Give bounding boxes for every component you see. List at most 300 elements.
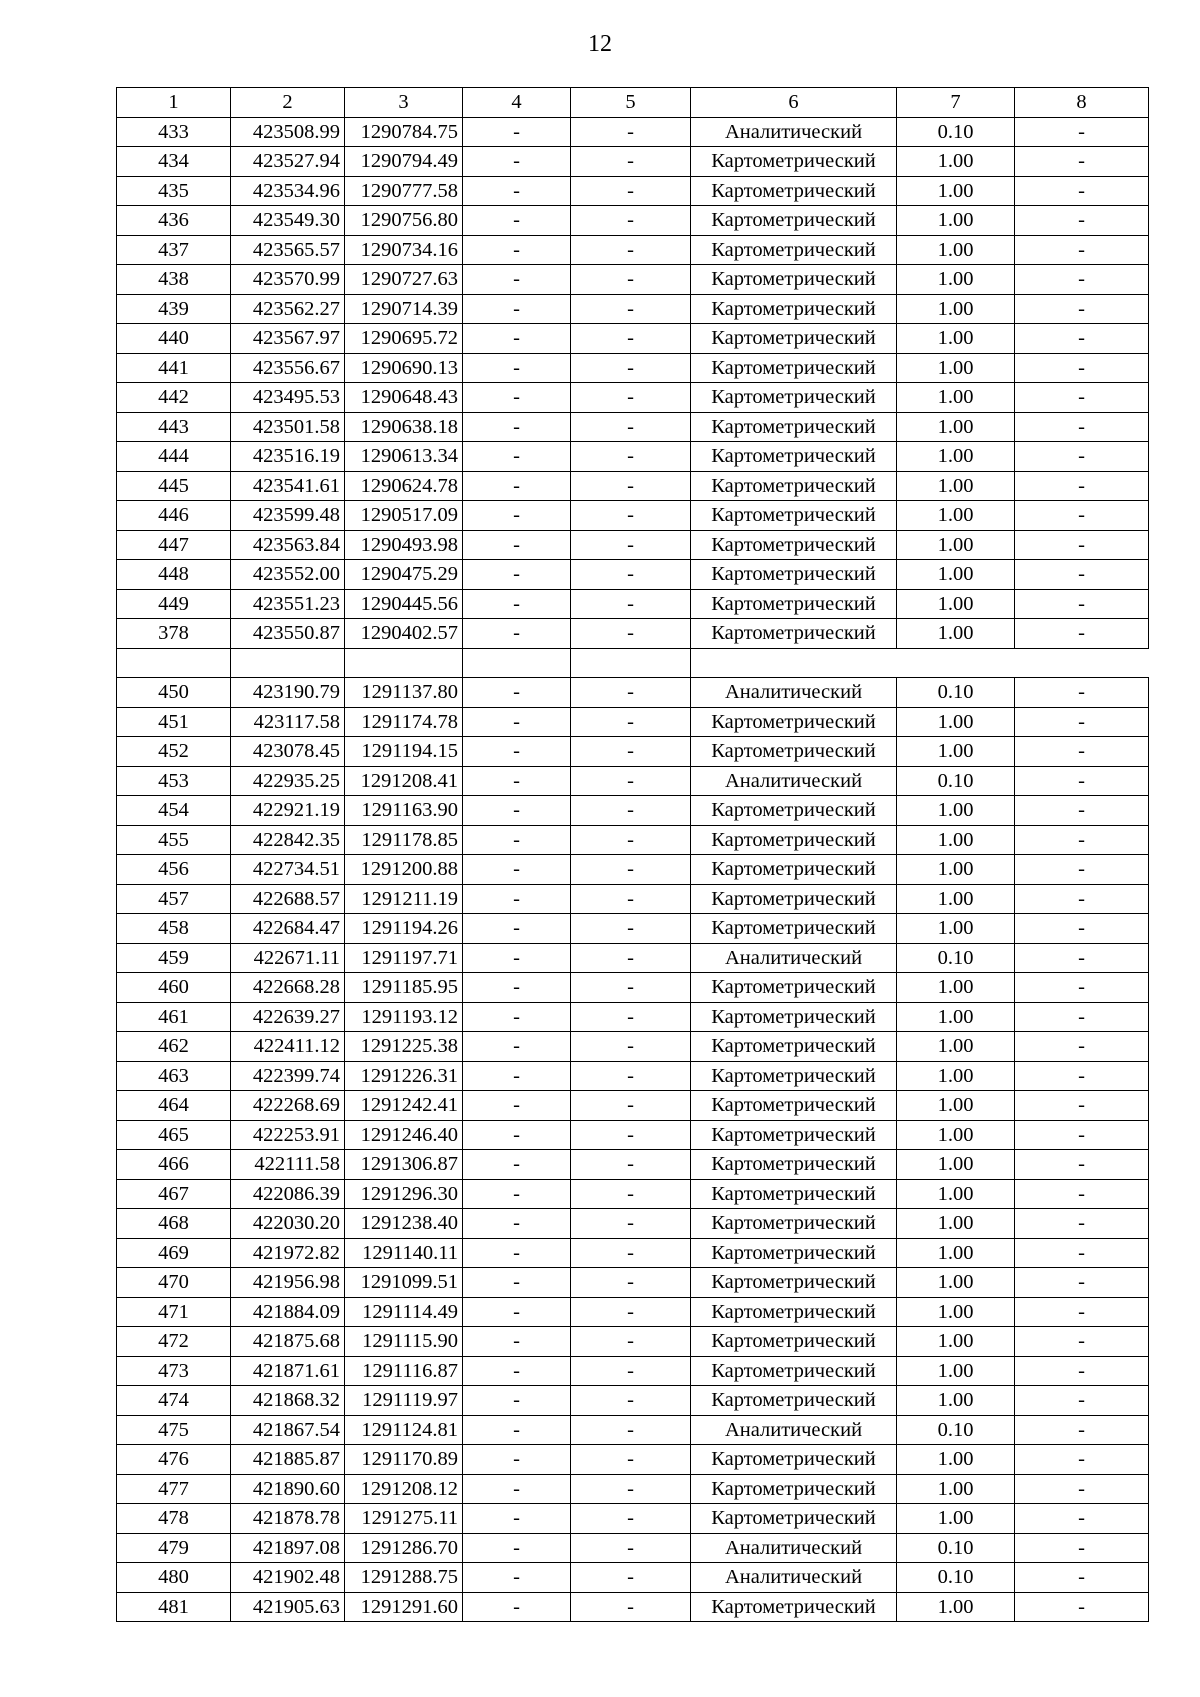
y-coordinate-cell: 1290777.58 <box>345 176 463 206</box>
accuracy-cell: 1.00 <box>897 442 1015 472</box>
accuracy-cell: 1.00 <box>897 796 1015 826</box>
col-8-cell: - <box>1015 235 1149 265</box>
method-cell: Картометрический <box>691 796 897 826</box>
point-number-cell: 442 <box>117 383 231 413</box>
accuracy-cell: 1.00 <box>897 1474 1015 1504</box>
accuracy-cell: 1.00 <box>897 1386 1015 1416</box>
table-row <box>117 678 1149 708</box>
point-number-cell: 441 <box>117 353 231 383</box>
col-8-cell: - <box>1015 766 1149 796</box>
point-number-cell: 462 <box>117 1032 231 1062</box>
separator-row <box>117 648 1149 678</box>
col-4-cell: - <box>463 1504 571 1534</box>
method-cell: Картометрический <box>691 265 897 295</box>
table-row <box>117 1504 1149 1534</box>
col-5-cell: - <box>571 147 691 177</box>
table-row <box>117 412 1149 442</box>
col-8-cell: - <box>1015 1415 1149 1445</box>
y-coordinate-cell: 1291225.38 <box>345 1032 463 1062</box>
x-coordinate-cell: 422411.12 <box>231 1032 345 1062</box>
y-coordinate-cell: 1291170.89 <box>345 1445 463 1475</box>
col-8-cell: - <box>1015 1268 1149 1298</box>
col-8-cell: - <box>1015 412 1149 442</box>
col-4-cell: - <box>463 1002 571 1032</box>
column-header: 2 <box>231 88 345 118</box>
col-4-cell: - <box>463 1238 571 1268</box>
col-5-cell: - <box>571 1091 691 1121</box>
point-number-cell: 461 <box>117 1002 231 1032</box>
point-number-cell: 468 <box>117 1209 231 1239</box>
x-coordinate-cell: 421875.68 <box>231 1327 345 1357</box>
y-coordinate-cell: 1291242.41 <box>345 1091 463 1121</box>
col-8-cell: - <box>1015 471 1149 501</box>
y-coordinate-cell: 1290794.49 <box>345 147 463 177</box>
col-8-cell: - <box>1015 294 1149 324</box>
accuracy-cell: 0.10 <box>897 766 1015 796</box>
x-coordinate-cell: 423549.30 <box>231 206 345 236</box>
col-8-cell: - <box>1015 147 1149 177</box>
x-coordinate-cell: 423570.99 <box>231 265 345 295</box>
x-coordinate-cell: 423550.87 <box>231 619 345 649</box>
col-8-cell: - <box>1015 1445 1149 1475</box>
table-row <box>117 1032 1149 1062</box>
point-number-cell: 460 <box>117 973 231 1003</box>
table-row <box>117 1327 1149 1357</box>
table-row <box>117 589 1149 619</box>
method-cell: Картометрический <box>691 235 897 265</box>
method-cell: Картометрический <box>691 1061 897 1091</box>
x-coordinate-cell: 421885.87 <box>231 1445 345 1475</box>
method-cell: Картометрический <box>691 530 897 560</box>
x-coordinate-cell: 421897.08 <box>231 1533 345 1563</box>
accuracy-cell: 1.00 <box>897 1179 1015 1209</box>
x-coordinate-cell: 423541.61 <box>231 471 345 501</box>
method-cell: Аналитический <box>691 1563 897 1593</box>
table-row <box>117 117 1149 147</box>
col-8-cell: - <box>1015 855 1149 885</box>
method-cell: Картометрический <box>691 1002 897 1032</box>
method-cell: Картометрический <box>691 619 897 649</box>
col-8-cell: - <box>1015 1032 1149 1062</box>
accuracy-cell: 1.00 <box>897 1297 1015 1327</box>
method-cell: Картометрический <box>691 147 897 177</box>
y-coordinate-cell: 1291185.95 <box>345 973 463 1003</box>
method-cell: Картометрический <box>691 294 897 324</box>
point-number-cell: 446 <box>117 501 231 531</box>
accuracy-cell: 1.00 <box>897 501 1015 531</box>
col-5-cell: - <box>571 855 691 885</box>
empty-cell <box>231 648 345 678</box>
col-4-cell: - <box>463 914 571 944</box>
y-coordinate-cell: 1291208.12 <box>345 1474 463 1504</box>
col-4-cell: - <box>463 147 571 177</box>
y-coordinate-cell: 1290445.56 <box>345 589 463 619</box>
col-8-cell: - <box>1015 737 1149 767</box>
empty-cell <box>691 648 1149 678</box>
y-coordinate-cell: 1291197.71 <box>345 943 463 973</box>
col-8-cell: - <box>1015 914 1149 944</box>
method-cell: Картометрический <box>691 1209 897 1239</box>
accuracy-cell: 1.00 <box>897 1238 1015 1268</box>
col-5-cell: - <box>571 206 691 236</box>
point-number-cell: 455 <box>117 825 231 855</box>
table-row <box>117 825 1149 855</box>
x-coordinate-cell: 423495.53 <box>231 383 345 413</box>
col-8-cell: - <box>1015 1327 1149 1357</box>
col-5-cell: - <box>571 619 691 649</box>
point-number-cell: 435 <box>117 176 231 206</box>
point-number-cell: 436 <box>117 206 231 236</box>
point-number-cell: 458 <box>117 914 231 944</box>
col-8-cell: - <box>1015 1504 1149 1534</box>
col-5-cell: - <box>571 176 691 206</box>
method-cell: Картометрический <box>691 176 897 206</box>
col-5-cell: - <box>571 1356 691 1386</box>
method-cell: Аналитический <box>691 766 897 796</box>
col-5-cell: - <box>571 1386 691 1416</box>
y-coordinate-cell: 1291119.97 <box>345 1386 463 1416</box>
col-8-cell: - <box>1015 619 1149 649</box>
accuracy-cell: 1.00 <box>897 412 1015 442</box>
col-4-cell: - <box>463 235 571 265</box>
x-coordinate-cell: 421871.61 <box>231 1356 345 1386</box>
col-4-cell: - <box>463 206 571 236</box>
col-4-cell: - <box>463 796 571 826</box>
column-header: 5 <box>571 88 691 118</box>
method-cell: Картометрический <box>691 324 897 354</box>
x-coordinate-cell: 421956.98 <box>231 1268 345 1298</box>
column-header: 6 <box>691 88 897 118</box>
method-cell: Картометрический <box>691 1091 897 1121</box>
y-coordinate-cell: 1290714.39 <box>345 294 463 324</box>
x-coordinate-cell: 422399.74 <box>231 1061 345 1091</box>
y-coordinate-cell: 1291275.11 <box>345 1504 463 1534</box>
table-row <box>117 1563 1149 1593</box>
col-5-cell: - <box>571 471 691 501</box>
col-5-cell: - <box>571 1297 691 1327</box>
col-5-cell: - <box>571 766 691 796</box>
col-4-cell: - <box>463 737 571 767</box>
accuracy-cell: 1.00 <box>897 884 1015 914</box>
point-number-cell: 464 <box>117 1091 231 1121</box>
method-cell: Аналитический <box>691 678 897 708</box>
x-coordinate-cell: 422842.35 <box>231 825 345 855</box>
x-coordinate-cell: 423190.79 <box>231 678 345 708</box>
col-8-cell: - <box>1015 973 1149 1003</box>
y-coordinate-cell: 1290517.09 <box>345 501 463 531</box>
col-8-cell: - <box>1015 589 1149 619</box>
col-5-cell: - <box>571 324 691 354</box>
col-8-cell: - <box>1015 176 1149 206</box>
x-coordinate-cell: 422111.58 <box>231 1150 345 1180</box>
method-cell: Картометрический <box>691 1120 897 1150</box>
table-row <box>117 1415 1149 1445</box>
table-row <box>117 1474 1149 1504</box>
col-8-cell: - <box>1015 353 1149 383</box>
col-8-cell: - <box>1015 324 1149 354</box>
x-coordinate-cell: 421867.54 <box>231 1415 345 1445</box>
accuracy-cell: 1.00 <box>897 294 1015 324</box>
col-8-cell: - <box>1015 1533 1149 1563</box>
col-4-cell: - <box>463 589 571 619</box>
table-row <box>117 353 1149 383</box>
method-cell: Картометрический <box>691 973 897 1003</box>
accuracy-cell: 1.00 <box>897 1150 1015 1180</box>
x-coordinate-cell: 422734.51 <box>231 855 345 885</box>
column-header: 4 <box>463 88 571 118</box>
y-coordinate-cell: 1291226.31 <box>345 1061 463 1091</box>
table-row <box>117 560 1149 590</box>
method-cell: Картометрический <box>691 501 897 531</box>
point-number-cell: 443 <box>117 412 231 442</box>
method-cell: Картометрический <box>691 1268 897 1298</box>
method-cell: Картометрический <box>691 1474 897 1504</box>
y-coordinate-cell: 1290756.80 <box>345 206 463 236</box>
empty-cell <box>463 648 571 678</box>
method-cell: Картометрический <box>691 1592 897 1622</box>
col-8-cell: - <box>1015 1563 1149 1593</box>
point-number-cell: 476 <box>117 1445 231 1475</box>
accuracy-cell: 1.00 <box>897 265 1015 295</box>
accuracy-cell: 1.00 <box>897 737 1015 767</box>
point-number-cell: 450 <box>117 678 231 708</box>
x-coordinate-cell: 422668.28 <box>231 973 345 1003</box>
x-coordinate-cell: 421868.32 <box>231 1386 345 1416</box>
col-8-cell: - <box>1015 678 1149 708</box>
column-header: 8 <box>1015 88 1149 118</box>
table-row <box>117 796 1149 826</box>
y-coordinate-cell: 1291291.60 <box>345 1592 463 1622</box>
table-row <box>117 884 1149 914</box>
col-5-cell: - <box>571 678 691 708</box>
x-coordinate-cell: 423501.58 <box>231 412 345 442</box>
table-row <box>117 471 1149 501</box>
col-4-cell: - <box>463 1120 571 1150</box>
col-4-cell: - <box>463 707 571 737</box>
col-5-cell: - <box>571 1415 691 1445</box>
y-coordinate-cell: 1291163.90 <box>345 796 463 826</box>
method-cell: Картометрический <box>691 412 897 442</box>
method-cell: Картометрический <box>691 1356 897 1386</box>
x-coordinate-cell: 423599.48 <box>231 501 345 531</box>
method-cell: Картометрический <box>691 1327 897 1357</box>
col-8-cell: - <box>1015 1150 1149 1180</box>
col-8-cell: - <box>1015 117 1149 147</box>
col-5-cell: - <box>571 117 691 147</box>
method-cell: Картометрический <box>691 737 897 767</box>
col-8-cell: - <box>1015 796 1149 826</box>
col-8-cell: - <box>1015 707 1149 737</box>
point-number-cell: 478 <box>117 1504 231 1534</box>
x-coordinate-cell: 423508.99 <box>231 117 345 147</box>
point-number-cell: 471 <box>117 1297 231 1327</box>
x-coordinate-cell: 423552.00 <box>231 560 345 590</box>
y-coordinate-cell: 1291124.81 <box>345 1415 463 1445</box>
col-5-cell: - <box>571 294 691 324</box>
col-4-cell: - <box>463 353 571 383</box>
x-coordinate-cell: 423527.94 <box>231 147 345 177</box>
point-number-cell: 444 <box>117 442 231 472</box>
table-row <box>117 1091 1149 1121</box>
method-cell: Картометрический <box>691 1150 897 1180</box>
x-coordinate-cell: 423565.57 <box>231 235 345 265</box>
method-cell: Картометрический <box>691 1445 897 1475</box>
point-number-cell: 448 <box>117 560 231 590</box>
x-coordinate-cell: 422030.20 <box>231 1209 345 1239</box>
col-4-cell: - <box>463 1150 571 1180</box>
table-row <box>117 206 1149 236</box>
y-coordinate-cell: 1290648.43 <box>345 383 463 413</box>
col-5-cell: - <box>571 1445 691 1475</box>
col-5-cell: - <box>571 1268 691 1298</box>
accuracy-cell: 1.00 <box>897 1120 1015 1150</box>
col-4-cell: - <box>463 1592 571 1622</box>
accuracy-cell: 1.00 <box>897 324 1015 354</box>
method-cell: Картометрический <box>691 825 897 855</box>
col-4-cell: - <box>463 117 571 147</box>
accuracy-cell: 1.00 <box>897 1002 1015 1032</box>
col-5-cell: - <box>571 1504 691 1534</box>
y-coordinate-cell: 1290475.29 <box>345 560 463 590</box>
table-row <box>117 294 1149 324</box>
col-5-cell: - <box>571 1061 691 1091</box>
col-4-cell: - <box>463 1268 571 1298</box>
accuracy-cell: 1.00 <box>897 471 1015 501</box>
y-coordinate-cell: 1291194.15 <box>345 737 463 767</box>
col-5-cell: - <box>571 796 691 826</box>
table-row <box>117 1592 1149 1622</box>
accuracy-cell: 1.00 <box>897 176 1015 206</box>
col-4-cell: - <box>463 560 571 590</box>
col-5-cell: - <box>571 235 691 265</box>
col-8-cell: - <box>1015 1297 1149 1327</box>
col-4-cell: - <box>463 943 571 973</box>
col-5-cell: - <box>571 501 691 531</box>
x-coordinate-cell: 423078.45 <box>231 737 345 767</box>
column-header: 1 <box>117 88 231 118</box>
table-row <box>117 973 1149 1003</box>
col-5-cell: - <box>571 1474 691 1504</box>
method-cell: Картометрический <box>691 884 897 914</box>
point-number-cell: 378 <box>117 619 231 649</box>
table-row <box>117 1179 1149 1209</box>
col-5-cell: - <box>571 1179 691 1209</box>
point-number-cell: 451 <box>117 707 231 737</box>
point-number-cell: 457 <box>117 884 231 914</box>
col-4-cell: - <box>463 1386 571 1416</box>
point-number-cell: 445 <box>117 471 231 501</box>
x-coordinate-cell: 423556.67 <box>231 353 345 383</box>
col-5-cell: - <box>571 383 691 413</box>
col-8-cell: - <box>1015 1474 1149 1504</box>
page-number: 12 <box>588 31 612 57</box>
method-cell: Картометрический <box>691 560 897 590</box>
column-header: 7 <box>897 88 1015 118</box>
point-number-cell: 456 <box>117 855 231 885</box>
col-4-cell: - <box>463 1179 571 1209</box>
method-cell: Картометрический <box>691 1032 897 1062</box>
point-number-cell: 466 <box>117 1150 231 1180</box>
method-cell: Картометрический <box>691 206 897 236</box>
col-4-cell: - <box>463 1032 571 1062</box>
x-coordinate-cell: 422253.91 <box>231 1120 345 1150</box>
x-coordinate-cell: 422086.39 <box>231 1179 345 1209</box>
y-coordinate-cell: 1290695.72 <box>345 324 463 354</box>
point-number-cell: 440 <box>117 324 231 354</box>
col-4-cell: - <box>463 383 571 413</box>
y-coordinate-cell: 1291306.87 <box>345 1150 463 1180</box>
col-8-cell: - <box>1015 1091 1149 1121</box>
x-coordinate-cell: 423563.84 <box>231 530 345 560</box>
col-4-cell: - <box>463 1415 571 1445</box>
x-coordinate-cell: 421905.63 <box>231 1592 345 1622</box>
method-cell: Картометрический <box>691 707 897 737</box>
table-row <box>117 1150 1149 1180</box>
y-coordinate-cell: 1290402.57 <box>345 619 463 649</box>
method-cell: Картометрический <box>691 471 897 501</box>
col-4-cell: - <box>463 442 571 472</box>
point-number-cell: 434 <box>117 147 231 177</box>
table-row <box>117 1120 1149 1150</box>
y-coordinate-cell: 1290638.18 <box>345 412 463 442</box>
x-coordinate-cell: 422935.25 <box>231 766 345 796</box>
table-row <box>117 914 1149 944</box>
col-4-cell: - <box>463 1327 571 1357</box>
method-cell: Картометрический <box>691 1179 897 1209</box>
table-row <box>117 619 1149 649</box>
col-4-cell: - <box>463 1297 571 1327</box>
table-row <box>117 855 1149 885</box>
col-5-cell: - <box>571 1032 691 1062</box>
col-5-cell: - <box>571 1002 691 1032</box>
col-8-cell: - <box>1015 206 1149 236</box>
col-4-cell: - <box>463 1356 571 1386</box>
point-number-cell: 467 <box>117 1179 231 1209</box>
col-4-cell: - <box>463 530 571 560</box>
table-row <box>117 1061 1149 1091</box>
col-4-cell: - <box>463 619 571 649</box>
point-number-cell: 453 <box>117 766 231 796</box>
y-coordinate-cell: 1291296.30 <box>345 1179 463 1209</box>
accuracy-cell: 0.10 <box>897 1563 1015 1593</box>
method-cell: Картометрический <box>691 1297 897 1327</box>
col-4-cell: - <box>463 324 571 354</box>
accuracy-cell: 1.00 <box>897 707 1015 737</box>
table-row <box>117 324 1149 354</box>
col-8-cell: - <box>1015 560 1149 590</box>
table-row <box>117 147 1149 177</box>
table-row <box>117 737 1149 767</box>
x-coordinate-cell: 421884.09 <box>231 1297 345 1327</box>
table-row <box>117 943 1149 973</box>
y-coordinate-cell: 1291140.11 <box>345 1238 463 1268</box>
x-coordinate-cell: 423117.58 <box>231 707 345 737</box>
accuracy-cell: 1.00 <box>897 589 1015 619</box>
point-number-cell: 474 <box>117 1386 231 1416</box>
y-coordinate-cell: 1291238.40 <box>345 1209 463 1239</box>
col-8-cell: - <box>1015 943 1149 973</box>
table-row <box>117 1002 1149 1032</box>
col-5-cell: - <box>571 265 691 295</box>
col-5-cell: - <box>571 737 691 767</box>
col-4-cell: - <box>463 294 571 324</box>
col-5-cell: - <box>571 1120 691 1150</box>
empty-cell <box>571 648 691 678</box>
method-cell: Картометрический <box>691 1386 897 1416</box>
point-number-cell: 459 <box>117 943 231 973</box>
accuracy-cell: 1.00 <box>897 147 1015 177</box>
method-cell: Аналитический <box>691 943 897 973</box>
